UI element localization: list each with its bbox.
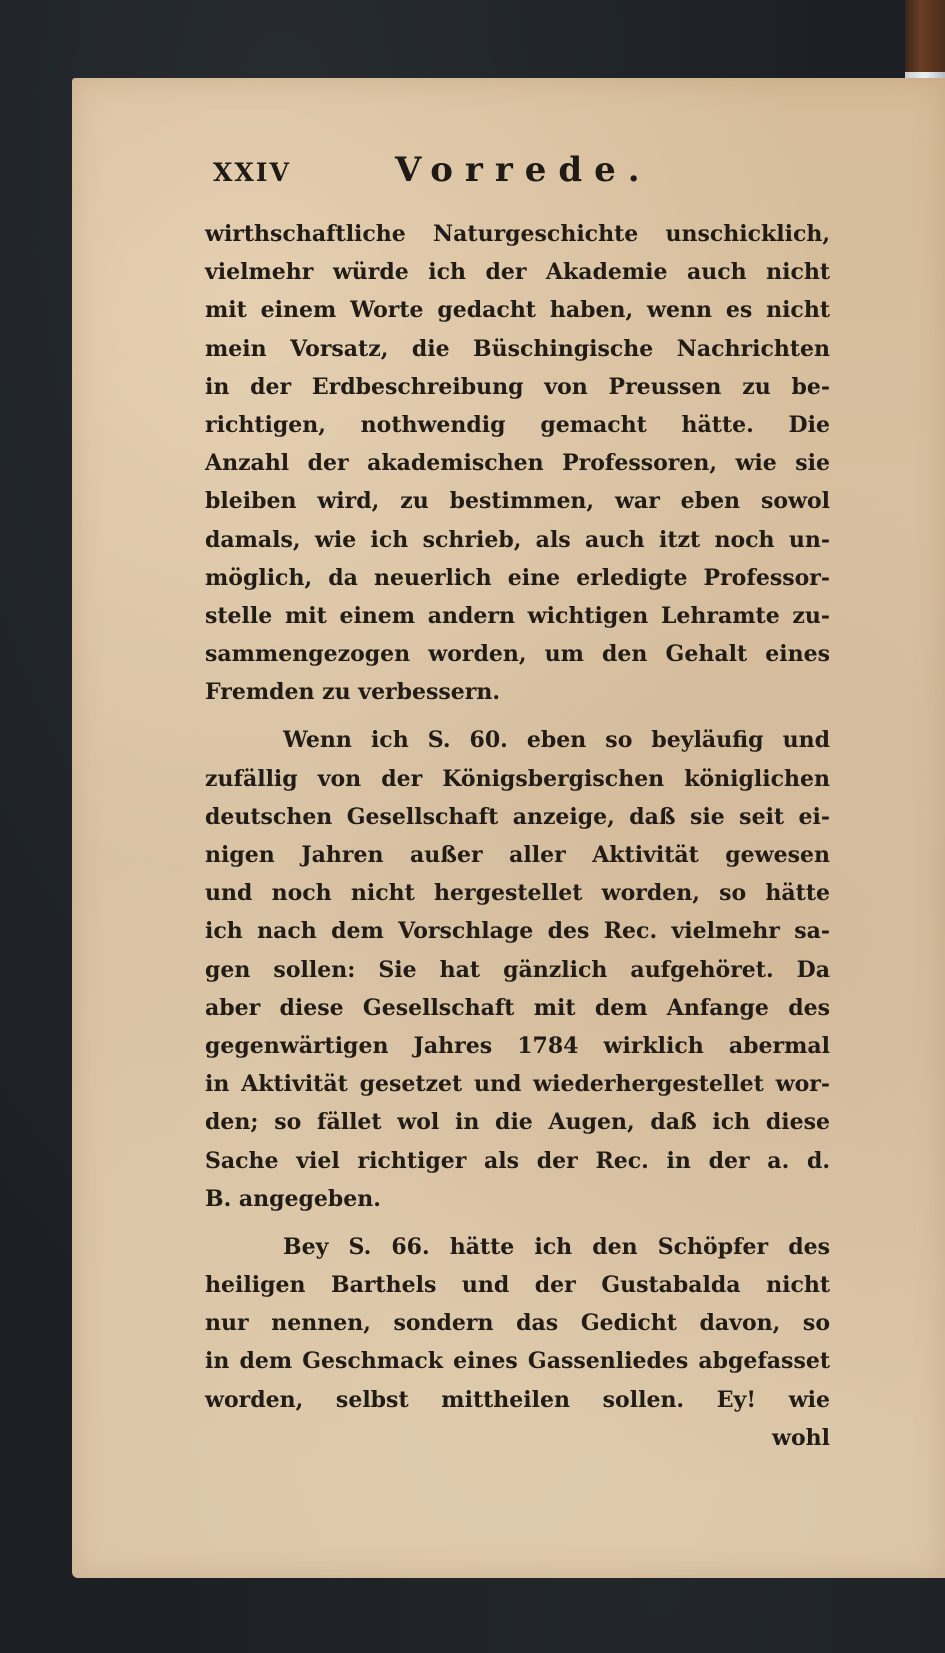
text-line: damals, wie ich schrieb, als auch itzt noch un- bbox=[205, 526, 830, 553]
text-line: den; so fället wol in die Augen, daß ich diese bbox=[205, 1109, 830, 1136]
text-line: gen sollen: Sie hat gänzlich aufgehöret. Da bbox=[205, 956, 830, 983]
paragraph-gap bbox=[205, 1218, 830, 1228]
paragraph-1 bbox=[205, 215, 830, 711]
text-line: nigen Jahren außer aller Aktivität gewesen bbox=[205, 842, 830, 868]
text-line: deutschen Gesellschaft anzeige, daß sie seit ei- bbox=[205, 803, 830, 830]
catchword: wohl bbox=[772, 1424, 830, 1451]
text-line: mein Vorsatz, die Büschingische Nachrichten bbox=[205, 335, 830, 362]
text-line: stelle mit einem andern wichtigen Lehramte zu- bbox=[205, 602, 830, 629]
paragraph-3 bbox=[205, 1228, 830, 1419]
text-line: Bey S. 66. hätte ich den Schöpfer des bbox=[283, 1233, 830, 1260]
text-line: B. angegeben. bbox=[205, 1185, 381, 1212]
text-line: Anzahl der akademischen Professoren, wie sie bbox=[205, 450, 830, 477]
text-line: mit einem Worte gedacht haben, wenn es nicht bbox=[205, 297, 830, 324]
text-line: bleiben wird, zu bestimmen, war eben sowol bbox=[205, 488, 830, 515]
text-line: ich nach dem Vorschlage des Rec. vielmehr sa- bbox=[205, 918, 830, 945]
text-line: heiligen Barthels und der Gustabalda nicht bbox=[205, 1272, 830, 1299]
paragraph-gap bbox=[205, 711, 830, 721]
page-number: XXIV bbox=[213, 158, 291, 187]
text-line: in der Erdbeschreibung von Preussen zu be- bbox=[205, 373, 830, 400]
text-line: Fremden zu verbessern. bbox=[205, 679, 501, 706]
page-header bbox=[213, 150, 833, 200]
text-line: zufällig von der Königsbergischen königlichen bbox=[205, 765, 830, 792]
running-title: Vorrede. bbox=[395, 150, 652, 190]
text-line: und noch nicht hergestellet worden, so hätte bbox=[205, 880, 830, 907]
text-line: vielmehr würde ich der Akademie auch nicht bbox=[205, 259, 830, 286]
text-line: aber diese Gesellschaft mit dem Anfange des bbox=[205, 994, 830, 1021]
text-line: worden, selbst mittheilen sollen. Ey! wie bbox=[205, 1386, 830, 1413]
text-line: nur nennen, sondern das Gedicht davon, so bbox=[205, 1310, 830, 1337]
scan-background-edge bbox=[905, 0, 945, 82]
text-line: gegenwärtigen Jahres 1784 wirklich abermal bbox=[205, 1032, 830, 1059]
text-line: Sache viel richtiger als der Rec. in der a. d. bbox=[205, 1147, 830, 1174]
text-line: in Aktivität gesetzet und wiederhergestellet wor- bbox=[205, 1071, 830, 1098]
body-text bbox=[205, 215, 830, 1457]
text-line: wirthschaftliche Naturgeschichte unschicklich, bbox=[205, 221, 830, 247]
text-line: möglich, da neuerlich eine erledigte Professor- bbox=[205, 564, 830, 591]
text-line: sammengezogen worden, um den Gehalt eines bbox=[205, 641, 830, 668]
paragraph-2 bbox=[205, 721, 830, 1217]
text-line: Wenn ich S. 60. eben so beyläufig und bbox=[283, 727, 830, 754]
text-line: richtigen, nothwendig gemacht hätte. Die bbox=[205, 411, 830, 438]
text-line: in dem Geschmack eines Gassenliedes abgefasset bbox=[205, 1348, 830, 1375]
